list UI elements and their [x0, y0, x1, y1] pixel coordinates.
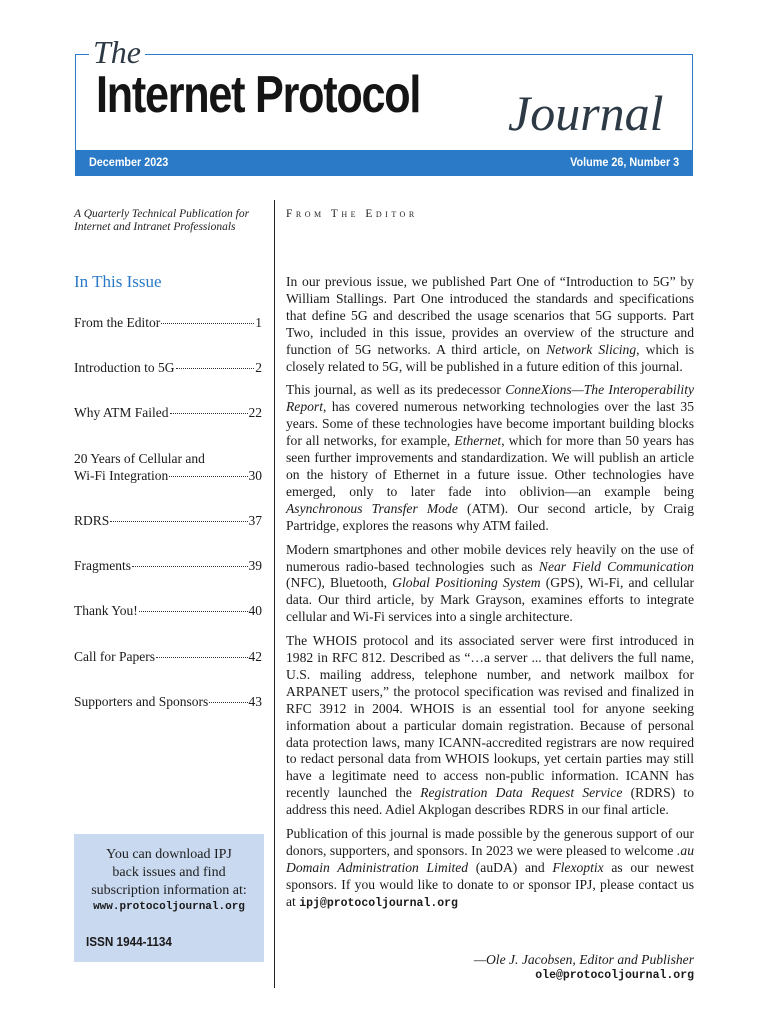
toc-leader	[139, 611, 248, 612]
toc-title: In This Issue	[74, 272, 162, 291]
toc-item-page: 42	[248, 649, 262, 664]
masthead	[75, 34, 693, 150]
editorial-body	[286, 274, 694, 920]
toc-leader	[169, 476, 247, 477]
toc-item-page: 40	[248, 603, 262, 618]
toc-item-title: RDRS	[74, 513, 110, 528]
toc-item-from-the-editor[interactable]	[74, 314, 262, 331]
toc-item-page: 43	[248, 694, 262, 709]
toc-item-page: 37	[248, 513, 262, 528]
toc-item-title: Call for Papers	[74, 649, 155, 664]
toc-leader	[132, 566, 248, 567]
signature-block	[286, 951, 694, 984]
promo-line: back issues and find	[112, 865, 226, 880]
promo-line: subscription information at:	[91, 883, 247, 898]
toc-item-title-line1: 20 Years of Cellular and	[74, 451, 205, 466]
promo-text	[74, 846, 264, 900]
toc-item-thank-you[interactable]	[74, 602, 262, 619]
signature: —Ole J. Jacobsen, Editor and Publisher	[473, 952, 694, 967]
toc-item-page: 30	[248, 468, 262, 483]
toc-item-title: Thank You!	[74, 603, 138, 618]
toc-item-title: Introduction to 5G	[74, 360, 175, 375]
toc-leader	[170, 413, 248, 414]
toc-item-title: From the Editor	[74, 315, 161, 330]
masthead-journal: Journal	[508, 85, 664, 141]
toc-item-page: 22	[248, 405, 262, 420]
paragraph: Publication of this journal is made possible by the generous support of our donors, supporters, and sponsors. In 2023 we were pleased to welcome .au Domain Administration Limited (auDA) and Flexoptix as our newest sponsors. If you would like to donate to or sponsor IPJ, please contact us at ipj@protocoljournal.org	[286, 826, 694, 910]
toc-item-introduction-to-5g[interactable]	[74, 359, 262, 376]
toc-item-supporters-sponsors[interactable]	[74, 693, 262, 710]
toc-leader	[110, 521, 247, 522]
paragraph: This journal, as well as its predecessor ConneXions—The Interoperability Report, has covered numerous networking technologies over the last 35 years. Some of these technologies have become important building blocks for all networks, for example, Ethernet, which for more than 50 years has seen further improvements and standardization. We will publish an article on the history of Ethernet in a future issue. Other technologies have emerged, only to later fade into oblivion—an example being Asynchronous Transfer Mode (ATM). Our second article, by Craig Partridge, explores the reasons why ATM failed.	[286, 382, 695, 533]
promo-url-link[interactable]: www.protocoljournal.org	[93, 901, 245, 913]
toc-item-call-for-papers[interactable]	[74, 648, 262, 665]
issue-date: December 2023	[89, 155, 169, 169]
masthead-the: The	[89, 33, 145, 71]
masthead-title: Internet Protocol	[96, 66, 421, 124]
toc-leader	[156, 657, 248, 658]
toc-item-title: Fragments	[74, 558, 131, 573]
toc-leader	[176, 368, 255, 369]
toc-leader	[209, 702, 247, 703]
tagline	[74, 208, 274, 234]
ipj-email-link[interactable]: ipj@protocoljournal.org	[299, 896, 458, 910]
section-heading: From The Editor	[286, 208, 418, 220]
toc-item-cellular-wifi[interactable]	[74, 450, 262, 484]
paragraph: The WHOIS protocol and its associated server were first introduced in 1982 in RFC 812. Described as “…a server ... that delivers the full name, U.S. mailing address, telephone number, and network mailbox for ARPANET users,” the protocol specification was revised and finalized in RFC 3912 in 2004. WHOIS is an essential tool for anyone seeking information about a particular domain registration. Because of personal data protection laws, many ICANN-accredited registrars are now required to redact personal data from WHOIS lookups, yet certain parties may still have a legitimate need to access non-public information. ICANN has recently launched the Registration Data Request Service (RDRS) to address this need. Adiel Akplogan describes RDRS in our final article.	[286, 633, 694, 818]
toc-item-page: 2	[255, 360, 262, 375]
toc-item-rdrs[interactable]	[74, 512, 262, 529]
toc-item-fragments[interactable]	[74, 557, 262, 574]
promo-line: You can download IPJ	[106, 847, 232, 862]
issn-number: ISSN 1944-1134	[86, 934, 172, 949]
download-promo-box	[74, 834, 264, 962]
toc-leader	[161, 323, 254, 324]
issue-volume: Volume 26, Number 3	[569, 155, 679, 169]
toc-item-page: 39	[248, 558, 262, 573]
toc-item-page: 1	[255, 315, 262, 330]
paragraph: Modern smartphones and other mobile devices rely heavily on the use of numerous radio-based technologies such as Near Field Communication (NFC), Bluetooth, Global Positioning System (GPS), Wi-Fi, and cellular data. Our third article, by Mark Grayson, examines efforts to integrate cellular and Wi-Fi services into a single architecture.	[286, 541, 694, 625]
toc-item-title: Supporters and Sponsors	[74, 694, 209, 709]
toc-item-title: Why ATM Failed	[74, 405, 169, 420]
tagline-line-2: Internet and Intranet Professionals	[74, 221, 236, 233]
toc-item-why-atm-failed[interactable]	[74, 404, 262, 421]
date-band	[75, 150, 693, 176]
tagline-line-1: A Quarterly Technical Publication for	[74, 208, 250, 220]
paragraph: In our previous issue, we published Part One of “Introduction to 5G” by William Stallings. Part One introduced the standards and specifications that define 5G and described the usage scenarios that 5G supports. Part Two, included in this issue, provides an overview of the structure and function of 5G networks. A third article, on Network Slicing, which is closely related to 5G, will be published in a future edition of this journal.	[286, 274, 695, 374]
signature-email-link[interactable]: ole@protocoljournal.org	[535, 969, 694, 982]
toc-item-title: Wi-Fi Integration	[74, 468, 169, 483]
column-divider	[274, 200, 275, 988]
